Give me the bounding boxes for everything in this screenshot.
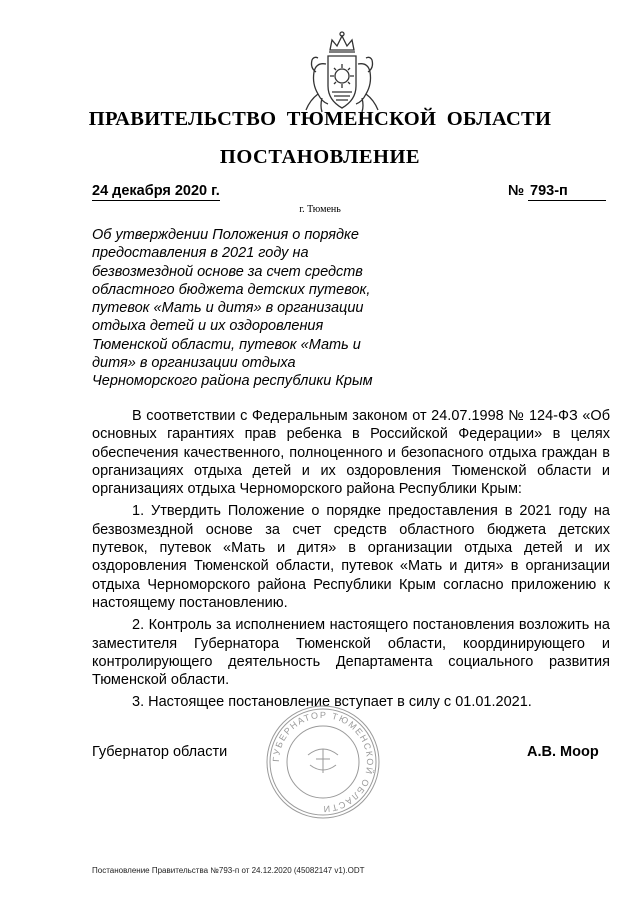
document-number: 793-п [528, 183, 606, 201]
subject-line: Об утверждении Положения о порядке [92, 227, 359, 243]
file-footer: Постановление Правительства №793-п от 24.12.2020 (45082147 v1).ODT [92, 866, 365, 875]
item-paragraph-3: 3. Настоящее постановление вступает в силу с 01.01.2021. [132, 694, 532, 711]
subject-line: путевок «Мать и дитя» в организации [92, 300, 364, 317]
item-paragraph-1: 1. Утвердить Положение о порядке предоставления в 2021 году на безвозмездной основе за счет средств областного бюджета детских путевок, путевок «Мать и дитя» в организации отдыха детей и их оздоровления Тюменской области, путевок «Мать и дитя» в организации отдыха Черноморского района Республики Крым согласно приложению к настоящему постановлению. [92, 503, 610, 611]
coat-of-arms-icon [292, 28, 392, 116]
subject-line: безвозмездной основе за счет средств [92, 263, 363, 280]
subject-line: Черноморского района республики Крым [92, 373, 373, 390]
signer-name: А.В. Моор [527, 744, 599, 760]
organization-title: ПРАВИТЕЛЬСТВО ТЮМЕНСКОЙ ОБЛАСТИ [88, 108, 552, 130]
subject-line: отдыха детей и их оздоровления [92, 318, 324, 335]
item-paragraph-2: 2. Контроль за исполнением настоящего постановления возложить на заместителя Губернатора Тюменской области, координирующего и контролирующего деятельность Департамента социального развития Тюменской области. [92, 617, 610, 689]
official-stamp-icon [264, 703, 382, 821]
document-date: 24 декабря 2020 г. [92, 183, 220, 199]
signer-title: Губернатор области [92, 744, 228, 760]
subject-line: областного бюджета детских путевок, [92, 281, 371, 298]
subject-line: предоставления в 2021 году на [92, 245, 309, 262]
city-label: г. Тюмень [299, 204, 341, 215]
preamble-paragraph: В соответствии с Федеральным законом от 24.07.1998 № 124-ФЗ «Об основных гарантиях прав ребенка в Российской Федерации» в целях обеспечения качественного, полноценного и безопасного отдыха граждан в организациях отдыха детей и их оздоровления Тюменской области и организациях отдыха Черноморского района Республики Крым: [92, 408, 610, 498]
document-type-title: ПОСТАНОВЛЕНИЕ [219, 146, 421, 168]
number-sign: № [508, 183, 525, 199]
svg-text:ГУБЕРНАТОР ТЮМЕНСКОЙ ОБЛАСТИ: ГУБЕРНАТОР ТЮМЕНСКОЙ ОБЛАСТИ [270, 709, 376, 815]
subject-line: дитя» в организации отдыха [92, 355, 296, 372]
document-body [92, 407, 610, 716]
subject-line: Тюменской области, путевок «Мать и [92, 336, 361, 353]
document-subject [92, 226, 382, 391]
